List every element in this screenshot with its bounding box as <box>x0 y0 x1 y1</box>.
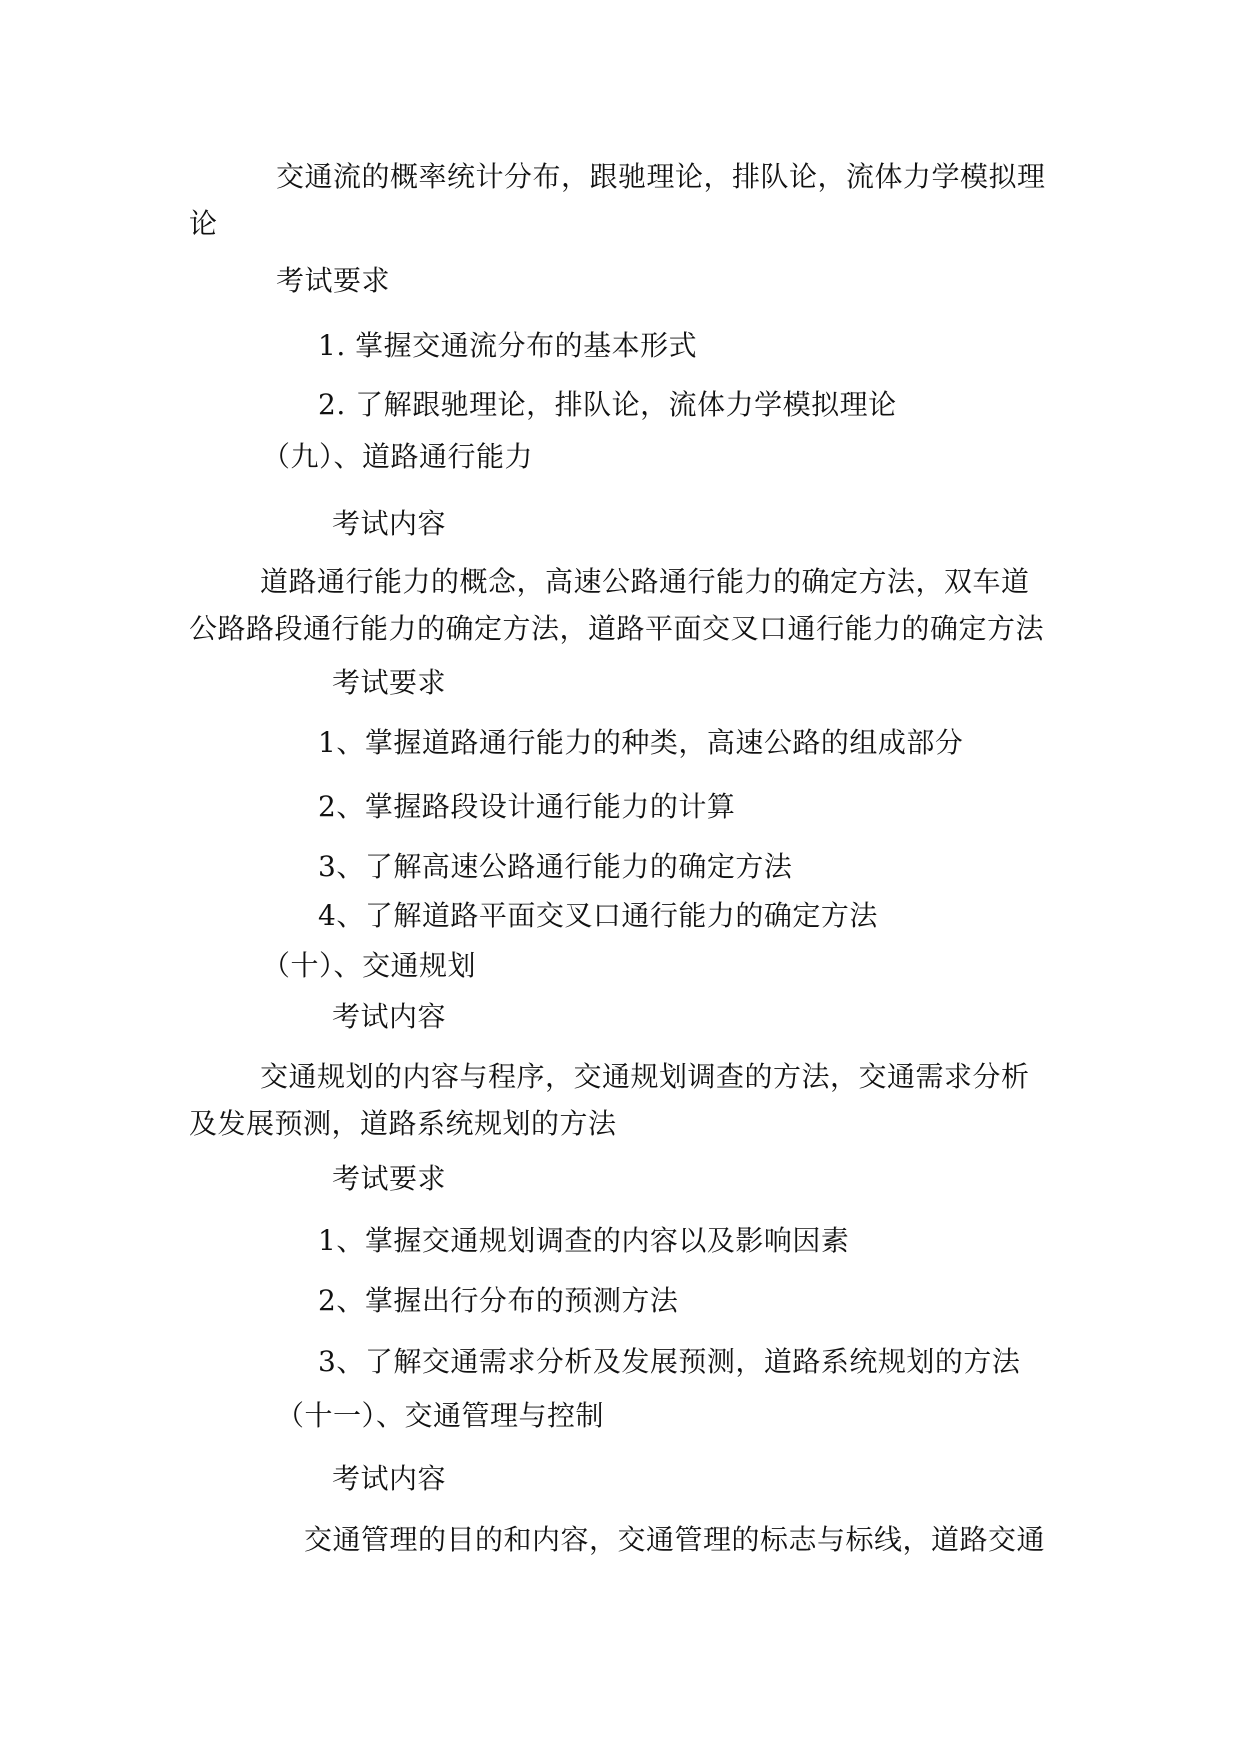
section9-content-line1: 道路通行能力的概念，高速公路通行能力的确定方法，双车道 <box>260 565 1030 598</box>
section11-content-line1: 交通管理的目的和内容，交通管理的标志与标线，道路交通 <box>304 1523 1046 1556</box>
section10-content-line1: 交通规划的内容与程序，交通规划调查的方法，交通需求分析 <box>260 1060 1030 1093</box>
section11-title: （十一）、交通管理与控制 <box>276 1399 605 1432</box>
section9-requirement-4: 4、了解道路平面交叉口通行能力的确定方法 <box>318 899 878 932</box>
section8-requirement-1: 1. 掌握交通流分布的基本形式 <box>318 329 698 362</box>
section8-content-line2: 论 <box>189 207 218 240</box>
section10-requirement-2: 2、掌握出行分布的预测方法 <box>318 1284 679 1317</box>
section10-title: （十）、交通规划 <box>262 949 477 982</box>
section10-requirements-heading: 考试要求 <box>332 1162 447 1195</box>
section10-content-heading: 考试内容 <box>332 1000 447 1033</box>
section8-requirements-heading: 考试要求 <box>276 264 391 297</box>
section9-requirements-heading: 考试要求 <box>332 666 447 699</box>
section8-content-line1: 交通流的概率统计分布，跟驰理论，排队论，流体力学模拟理 <box>276 160 1046 193</box>
section10-requirement-3: 3、了解交通需求分析及发展预测，道路系统规划的方法 <box>318 1345 1021 1378</box>
section9-requirement-2: 2、掌握路段设计通行能力的计算 <box>318 790 736 823</box>
section8-requirement-2: 2. 了解跟驰理论，排队论，流体力学模拟理论 <box>318 388 897 421</box>
section9-requirement-1: 1、掌握道路通行能力的种类，高速公路的组成部分 <box>318 726 964 759</box>
section9-title: （九）、道路通行能力 <box>262 440 534 473</box>
section9-requirement-3: 3、了解高速公路通行能力的确定方法 <box>318 850 793 883</box>
section10-content-line2: 及发展预测，道路系统规划的方法 <box>189 1107 617 1140</box>
section10-requirement-1: 1、掌握交通规划调查的内容以及影响因素 <box>318 1224 850 1257</box>
section9-content-line2: 公路路段通行能力的确定方法，道路平面交叉口通行能力的确定方法 <box>189 612 1045 645</box>
section11-content-heading: 考试内容 <box>332 1462 447 1495</box>
section9-content-heading: 考试内容 <box>332 507 447 540</box>
